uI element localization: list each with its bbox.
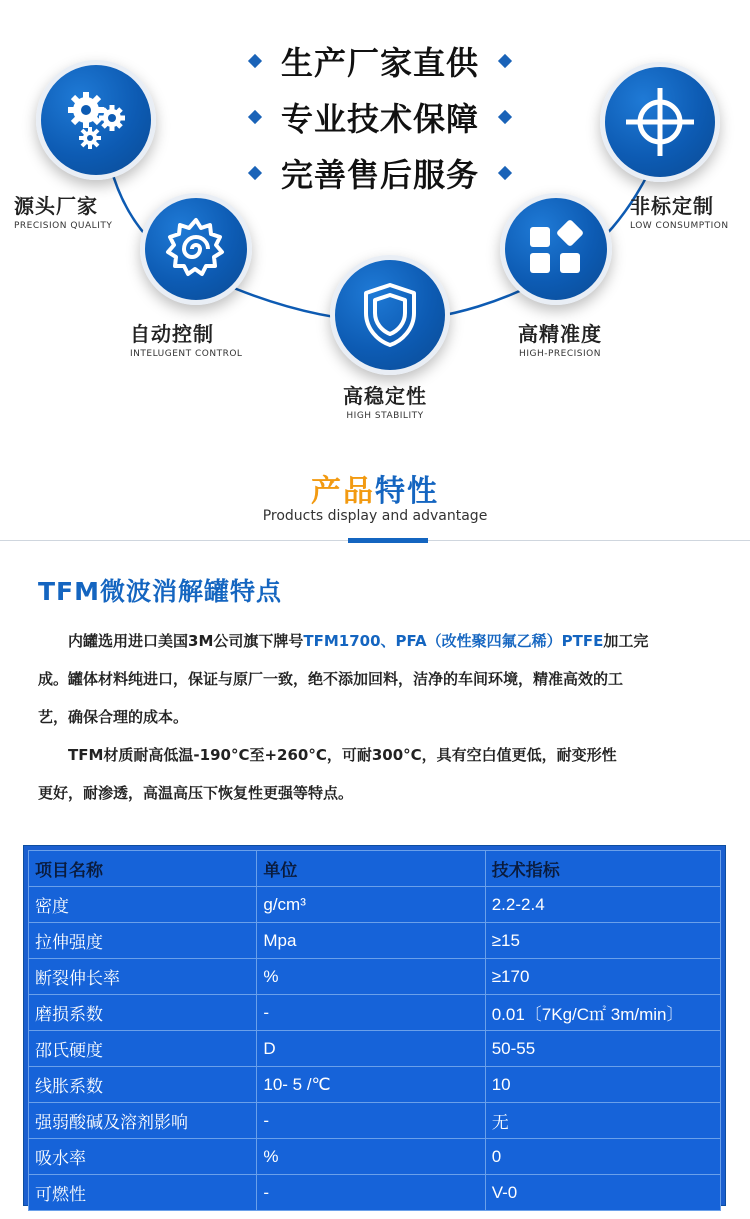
feature-circle-control [140, 193, 252, 305]
divider-accent [348, 538, 428, 543]
feature-precision: 高精准度 HIGH-PRECISION [518, 322, 602, 359]
cell-unit: g/cm³ [257, 887, 485, 923]
spec-table-grid [28, 850, 721, 1211]
section-subtitle: Products display and advantage [262, 508, 488, 524]
paragraph-1: 内罐选用进口美国3M公司旗下牌号TFM1700、PFA（改性聚四氟乙稀）PTFE加工完 成。罐体材料纯进口，保证与原厂一致，绝不添加回料，洁净的车间环境，精准高效的工 艺，确保合理的成本。 [38, 632, 649, 726]
cell-item: 密度 [29, 887, 257, 923]
feature-circle-custom [600, 62, 720, 182]
gears-icon [56, 80, 136, 160]
cell-unit: - [257, 1175, 485, 1211]
cell-item: 邵氏硬度 [29, 1031, 257, 1067]
cell-item: 线胀系数 [29, 1067, 257, 1103]
cell-spec: 10 [485, 1067, 720, 1103]
feature-stability: 高稳定性 HIGH STABILITY [343, 384, 427, 421]
cell-spec: 50-55 [485, 1031, 720, 1067]
table-row [29, 959, 721, 995]
cell-spec: ≥15 [485, 923, 720, 959]
table-row [29, 1175, 721, 1211]
gear-spiral-icon [161, 214, 231, 284]
cell-item: 吸水率 [29, 1139, 257, 1175]
table-header-row [29, 851, 721, 887]
slogan-1: 生产厂家直供 [250, 38, 510, 84]
table-row [29, 1067, 721, 1103]
cell-unit: % [257, 1139, 485, 1175]
section-title: 产品特性 [311, 474, 439, 509]
feature-source: 源头厂家 PRECISION QUALITY [14, 194, 113, 231]
table-row [29, 923, 721, 959]
cell-unit: D [257, 1031, 485, 1067]
cell-spec: 2.2-2.4 [485, 887, 720, 923]
feature-circle-stability [330, 255, 450, 375]
slogan-2: 专业技术保障 [250, 94, 510, 140]
cell-unit: - [257, 1103, 485, 1139]
cell-spec: 0.01〔7Kg/C㎡ 3m/min〕 [485, 995, 720, 1031]
cell-spec: ≥170 [485, 959, 720, 995]
feature-circle-precision [500, 193, 612, 305]
table-row [29, 887, 721, 923]
table-row [29, 1031, 721, 1067]
cell-unit: - [257, 995, 485, 1031]
feature-control: 自动控制 INTELUGENT CONTROL [130, 322, 243, 359]
table-row [29, 1103, 721, 1139]
cell-item: 拉伸强度 [29, 923, 257, 959]
cell-spec: 0 [485, 1139, 720, 1175]
cell-item: 断裂伸长率 [29, 959, 257, 995]
tfm-title: TFM微波消解罐特点 [38, 577, 283, 606]
cell-item: 强弱酸碱及溶剂影响 [29, 1103, 257, 1139]
cell-unit: % [257, 959, 485, 995]
paragraph-2: TFM材质耐高低温-190°C至+260°C，可耐300°C，具有空白值更低，耐变形性 更好，耐渗透，高温高压下恢复性更强等特点。 [38, 746, 617, 802]
col-header-unit: 单位 [257, 851, 485, 887]
col-header-item: 项目名称 [29, 851, 257, 887]
cell-item: 磨损系数 [29, 995, 257, 1031]
cell-unit: 10- 5 /℃ [257, 1067, 485, 1103]
shield-icon [354, 279, 426, 351]
cell-item: 可燃性 [29, 1175, 257, 1211]
table-row [29, 995, 721, 1031]
crosshair-icon [620, 82, 700, 162]
cell-spec: V-0 [485, 1175, 720, 1211]
table-row [29, 1139, 721, 1175]
feature-circle-source [36, 60, 156, 180]
cell-unit: Mpa [257, 923, 485, 959]
blocks-icon [524, 217, 588, 281]
feature-custom: 非标定制 LOW CONSUMPTION [630, 194, 729, 231]
cell-spec: 无 [485, 1103, 720, 1139]
slogan-3: 完善售后服务 [250, 150, 510, 196]
spec-table [23, 845, 726, 1206]
col-header-spec: 技术指标 [485, 851, 720, 887]
